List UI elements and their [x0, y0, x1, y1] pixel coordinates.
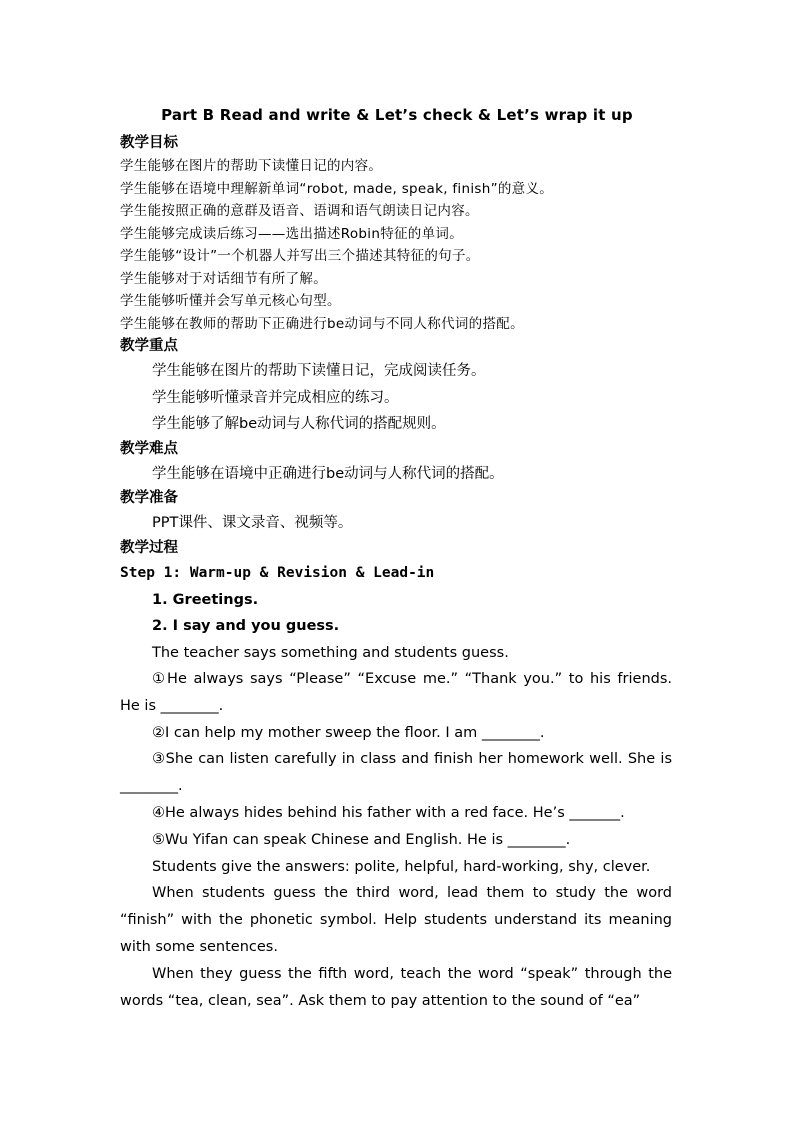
answers-line: Students give the answers: polite, helpful, hard-working, shy, clever.: [152, 858, 651, 875]
objective-item: 学生能够“设计”一个机器人并写出三个描述其特征的句子。: [120, 248, 480, 264]
objective-item: 学生能够在图片的帮助下读懂日记的内容。: [120, 158, 383, 174]
question-5: ⑤Wu Yifan can speak Chinese and English. He is ________.: [152, 831, 571, 848]
speak-paragraph: When they guess the fifth word, teach the word “speak” through the words “tea, clean, sea”. Ask them to pay attention to the sound of “ea”: [120, 965, 672, 1009]
finish-paragraph: When students guess the third word, lead them to study the word “finish” with the phonetic symbol. Help students understand its meaning with some sentences.: [120, 885, 672, 955]
question-1: ①He always says “Please” “Excuse me.” “Thank you.” to his friends. He is ________.: [120, 671, 672, 714]
greetings-item: 1. Greetings.: [152, 591, 259, 608]
guess-item: 2. I say and you guess.: [152, 618, 340, 634]
objective-item: 学生能按照正确的意群及语音、语调和语气朗读日记内容。: [120, 203, 479, 219]
step-1-heading: Step 1: Warm-up & Revision & Lead-in: [120, 564, 435, 581]
objective-item: 学生能够对于对话细节有所了解。: [120, 270, 327, 287]
objective-item: 学生能够在语境中理解新单词“robot, made, speak, finish”的意义。: [120, 180, 554, 197]
difficulty-item: 学生能够在语境中正确进行be动词与人称代词的搭配。: [152, 465, 504, 482]
guess-intro: The teacher says something and students guess.: [152, 644, 509, 661]
document-title: Part B Read and write & Let’s check & Let’s wrap it up: [161, 106, 633, 124]
question-2: ②I can help my mother sweep the floor. I am ________.: [152, 724, 545, 741]
question-4: ④He always hides behind his father with a red face. He’s _______.: [152, 804, 625, 821]
objective-item: 学生能够完成读后练习——选出描述Robin特征的单词。: [120, 225, 464, 242]
objectives-heading: 教学目标: [120, 135, 178, 151]
objective-item: 学生能够听懂并会写单元核心句型。: [120, 293, 341, 309]
document-body: [120, 132, 672, 1014]
key-point-item: 学生能够了解be动词与人称代词的搭配规则。: [152, 416, 446, 432]
difficulties-heading: 教学难点: [120, 440, 178, 457]
question-3: ③She can listen carefully in class and finish her homework well. She is ________.: [120, 751, 672, 795]
preparation-heading: 教学准备: [120, 490, 178, 506]
key-point-item: 学生能够在图片的帮助下读懂日记，完成阅读任务。: [152, 363, 486, 379]
objective-item: 学生能够在教师的帮助下正确进行be动词与不同人称代词的搭配。: [120, 315, 524, 332]
process-heading: 教学过程: [120, 539, 178, 556]
key-points-heading: 教学重点: [120, 338, 178, 354]
preparation-item: PPT课件、课文录音、视频等。: [152, 515, 353, 531]
key-point-item: 学生能够听懂录音并完成相应的练习。: [152, 389, 399, 406]
